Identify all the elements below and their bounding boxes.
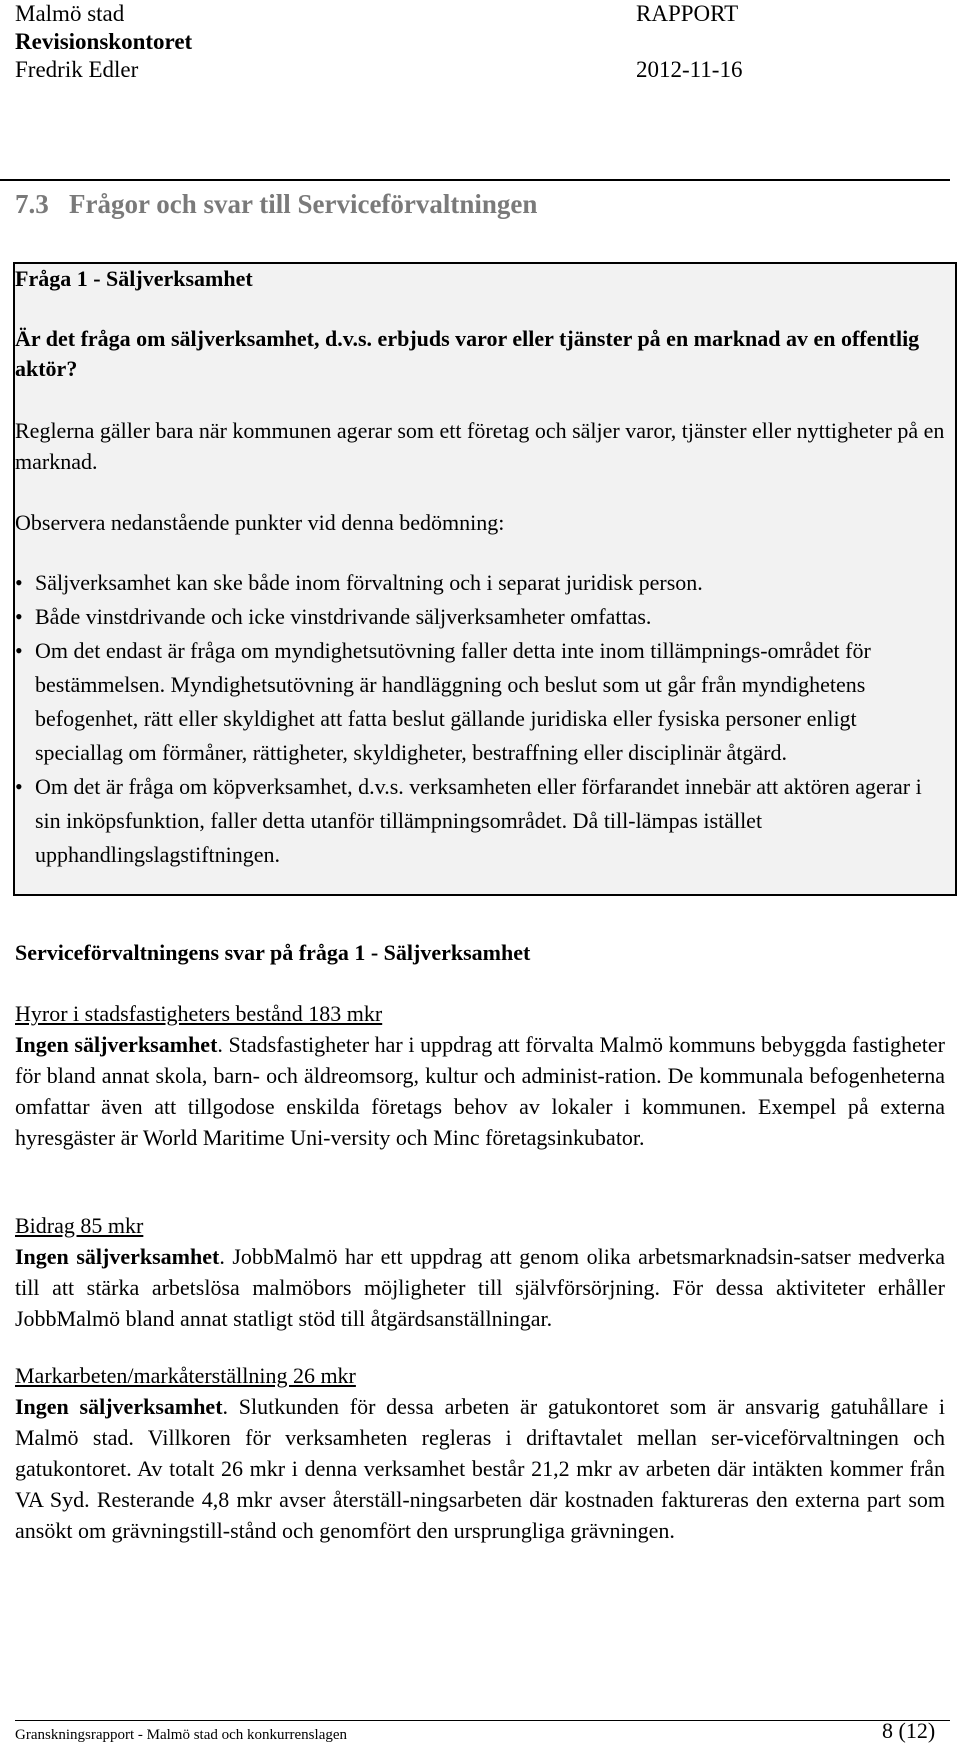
- answer-item-text: . Stadsfastigheter har i uppdrag att förvalta Malmö kommuns bebyggda fastigheter för bland annat skola, barn- och äldreomsorg, kultur och administ-ration. De kommunala befogenheterna omfattar även att tillgodose enskilda företags behov av lokaler i kommunen. Exempel på externa hyresgäster är World Maritime Uni-versity och Minc företagsinkubator.: [15, 1032, 946, 1150]
- box-question: Är det fråga om säljverksamhet, d.v.s. erbjuds varor eller tjänster på en marknad av en offentlig aktör?: [15, 326, 920, 381]
- header-dept: Revisionskontoret: [15, 29, 193, 54]
- header-author: Fredrik Edler: [15, 57, 139, 82]
- answer-item-title: Bidrag 85 mkr: [15, 1213, 144, 1238]
- header-right: [636, 0, 742, 84]
- header-left: [15, 0, 192, 84]
- box-bullet-list: [15, 566, 945, 872]
- answer-item-lead: Ingen säljverksamhet: [15, 1394, 223, 1419]
- header-date: 2012-11-16: [636, 57, 743, 82]
- footer-title: Granskningsrapport - Malmö stad och konkurrenslagen: [15, 1727, 348, 1743]
- answer-item-text: . JobbMalmö har ett uppdrag att genom olika arbetsmarknadsin-satser medverka till att stärka arbetslösa malmöbors möjligheter till självförsörjning. För dessa aktiviteter erhåller JobbMalmö bland annat statligt stöd till åtgärdsanställningar.: [15, 1244, 945, 1331]
- answer-item-title: Markarbeten/markåterställning 26 mkr: [15, 1363, 356, 1388]
- answer-item: [15, 1210, 945, 1334]
- page-number: 8 (12): [882, 1718, 936, 1743]
- header-divider: [0, 179, 950, 181]
- header-org: Malmö stad: [15, 1, 125, 26]
- answer-item-text: . Slutkunden för dessa arbeten är gatukontoret som är ansvarig gatuhållare i Malmö stad. Villkoren för verksamheten regleras i driftavtalet mellan ser-viceförvaltningen och gatukontoret. Av totalt 26 mkr i denna verksamhet består 21,2 mkr av arbeten där intäkten kommer från VA Syd. Resterande 4,8 mkr avser återställ-ningsarbeten där kostnaden faktureras den externa part som ansökt om grävningstill-stånd och genomfört den ursprungliga grävningen.: [15, 1394, 945, 1543]
- box-paragraph-2: Observera nedanstående punkter vid denna bedömning:: [15, 510, 505, 535]
- bullet-item: • Om det är fråga om köpverksamhet, d.v.s. verksamheten eller förfarandet innebär att aktören agerar i sin inköpsfunktion, faller detta utanför tillämpningsområdet. Då till-lämpas istället upphandlingslagstiftningen.: [15, 770, 945, 872]
- answer-item: [15, 998, 945, 1153]
- box-title: Fråga 1 - Säljverksamhet: [15, 266, 253, 291]
- answer-item: [15, 1360, 945, 1546]
- answer-item-lead: Ingen säljverksamhet: [15, 1244, 220, 1269]
- answer-item-title: Hyror i stadsfastigheters bestånd 183 mkr: [15, 1001, 383, 1026]
- box-paragraph-1: Reglerna gäller bara när kommunen agerar som ett företag och säljer varor, tjänster eller nyttigheter på en marknad.: [15, 418, 945, 474]
- footer-divider: [15, 1720, 950, 1721]
- answer-item-lead: Ingen säljverksamhet: [15, 1032, 218, 1057]
- header-spacer: [636, 28, 742, 56]
- answer-heading: Serviceförvaltningens svar på fråga 1 - Säljverksamhet: [15, 940, 531, 965]
- bullet-item: • Både vinstdrivande och icke vinstdrivande säljverksamheter omfattas.: [15, 600, 945, 634]
- bullet-item: • Om det endast är fråga om myndighetsutövning faller detta inte inom tillämpnings-området för bestämmelsen. Myndighetsutövning är handläggning och beslut som ut går från myndighetens befogenhet, rätt eller skyldighet att fatta beslut gällande juridiska eller fysiska personer enligt speciallag om förmåner, rättigheter, skyldigheter, bestraffning eller disciplinär åtgärd.: [15, 634, 945, 770]
- bullet-item: • Säljverksamhet kan ske både inom förvaltning och i separat juridisk person.: [15, 566, 945, 600]
- header-doc-type: RAPPORT: [636, 1, 739, 26]
- section-title: 7.3 Frågor och svar till Serviceförvaltningen: [15, 189, 538, 219]
